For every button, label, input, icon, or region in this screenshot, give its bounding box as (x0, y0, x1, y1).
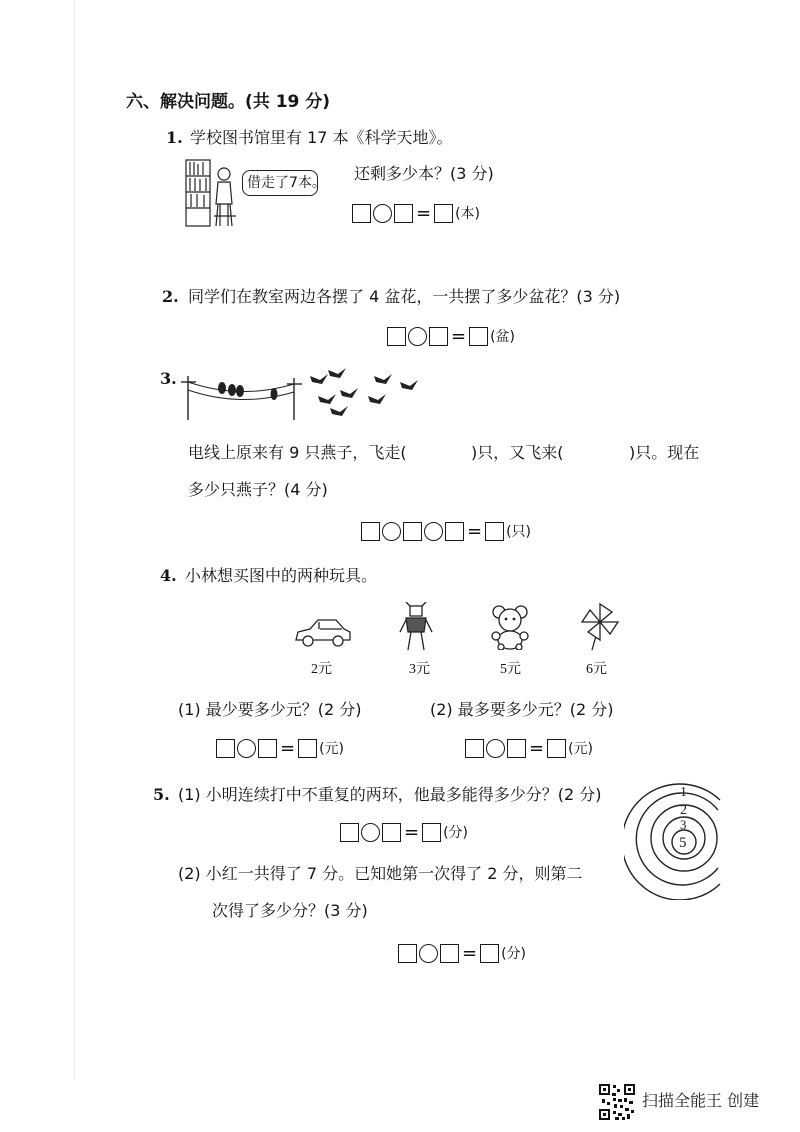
q2-number: 2. (162, 287, 179, 306)
equals-sign: = (280, 737, 296, 759)
answer-box[interactable] (340, 823, 359, 842)
result-box[interactable] (485, 522, 504, 541)
telephone-pole-icon (181, 376, 302, 420)
unit-label: (本) (455, 206, 481, 222)
answer-box[interactable] (216, 739, 235, 758)
answer-box[interactable] (361, 522, 380, 541)
q4-number: 4. (160, 566, 177, 585)
operator-circle[interactable] (408, 327, 427, 346)
page-fold-shadow (74, 0, 75, 1080)
equals-sign: = (416, 202, 432, 224)
result-box[interactable] (422, 823, 441, 842)
q1-stem: 学校图书馆里有 17 本《科学天地》。 (190, 128, 453, 147)
unit-label: (元) (568, 741, 594, 757)
answer-box[interactable] (387, 327, 406, 346)
result-box[interactable] (547, 739, 566, 758)
toy-price-robot: 3元 (409, 662, 430, 677)
unit-label: (盆) (490, 329, 516, 345)
equals-sign: = (451, 325, 467, 347)
operator-circle[interactable] (419, 944, 438, 963)
operator-circle[interactable] (486, 739, 505, 758)
equals-sign: = (467, 520, 483, 542)
result-box[interactable] (434, 204, 453, 223)
answer-box[interactable] (440, 944, 459, 963)
q1-equation[interactable] (352, 201, 480, 225)
toy-price-pinwheel: 6元 (586, 662, 607, 677)
answer-box[interactable] (445, 522, 464, 541)
watermark-text: 扫描全能王 创建 (642, 1091, 760, 1110)
q4-stem: 小林想买图中的两种玩具。 (185, 566, 378, 585)
answer-box[interactable] (258, 739, 277, 758)
operator-circle[interactable] (424, 522, 443, 541)
unit-label: (元) (319, 741, 345, 757)
unit-label: (分) (443, 825, 469, 841)
answer-box[interactable] (398, 944, 417, 963)
q4-sub2-equation[interactable] (465, 736, 593, 760)
answer-box[interactable] (382, 823, 401, 842)
q5-sub1-equation[interactable] (340, 820, 468, 844)
q4-sub1: (1) 最少要多少元？(2 分) (178, 700, 362, 719)
equals-sign: = (404, 821, 420, 843)
qr-code-icon (598, 1083, 636, 1121)
teddy-bear-icon (489, 604, 531, 650)
q4-sub2: (2) 最多要多少元？(2 分) (430, 700, 614, 719)
q5-number: 5. (153, 785, 170, 804)
answer-box[interactable] (429, 327, 448, 346)
q2-equation[interactable] (387, 324, 515, 348)
q5-sub2-equation[interactable] (398, 941, 526, 965)
q5-sub2-line1: (2) 小红一共得了 7 分。已知她第一次得了 2 分，则第二 (178, 864, 583, 883)
swallows-on-wire-illustration (178, 366, 428, 424)
q5-sub2-line2: 次得了多少分？(3 分) (212, 901, 368, 920)
q3-line2: 多少只燕子？(4 分) (188, 480, 328, 499)
q1-number: 1. (166, 128, 183, 147)
operator-circle[interactable] (361, 823, 380, 842)
q3-line1-part-c: )只。现在 (629, 443, 700, 462)
q1-ask: 还剩多少本？(3 分) (354, 164, 494, 183)
answer-box[interactable] (394, 204, 413, 223)
unit-label: (只) (506, 524, 532, 540)
speech-bubble (242, 170, 326, 196)
ring-label-2: 2 (680, 803, 687, 818)
answer-box[interactable] (465, 739, 484, 758)
bookshelf-icon (186, 160, 210, 226)
result-box[interactable] (298, 739, 317, 758)
ring-label-3: 3 (680, 817, 687, 832)
result-box[interactable] (469, 327, 488, 346)
section-title: 六、解决问题。(共 19 分) (126, 92, 331, 112)
q3-equation[interactable] (361, 519, 531, 543)
answer-box[interactable] (507, 739, 526, 758)
operator-circle[interactable] (373, 204, 392, 223)
pinwheel-icon (580, 602, 622, 652)
librarian-figure-icon (214, 168, 236, 226)
equals-sign: = (462, 942, 478, 964)
robot-icon (398, 602, 434, 652)
speech-bubble-text: 借走了7本。 (247, 175, 326, 191)
equals-sign: = (529, 737, 545, 759)
result-box[interactable] (480, 944, 499, 963)
car-icon (292, 614, 354, 650)
unit-label: (分) (501, 946, 527, 962)
answer-box[interactable] (352, 204, 371, 223)
operator-circle[interactable] (237, 739, 256, 758)
q3-line1-part-a: 电线上原来有 9 只燕子，飞走( (188, 443, 407, 462)
ring-label-1: 1 (680, 785, 687, 800)
answer-box[interactable] (403, 522, 422, 541)
q5-sub1: (1) 小明连续打中不重复的两环，他最多能得多少分？(2 分) (178, 785, 602, 804)
target-rings-diagram (624, 776, 724, 900)
operator-circle[interactable] (382, 522, 401, 541)
q4-sub1-equation[interactable] (216, 736, 344, 760)
toy-price-car: 2元 (311, 662, 332, 677)
ring-label-5: 5 (679, 835, 687, 851)
q3-line1-part-b: )只，又飞来( (471, 443, 564, 462)
toy-price-teddy-bear: 5元 (500, 662, 521, 677)
q2-stem: 同学们在教室两边各摆了 4 盆花，一共摆了多少盆花？(3 分) (188, 287, 621, 306)
flying-swallows-icon (310, 368, 418, 416)
q3-number: 3. (160, 369, 177, 388)
